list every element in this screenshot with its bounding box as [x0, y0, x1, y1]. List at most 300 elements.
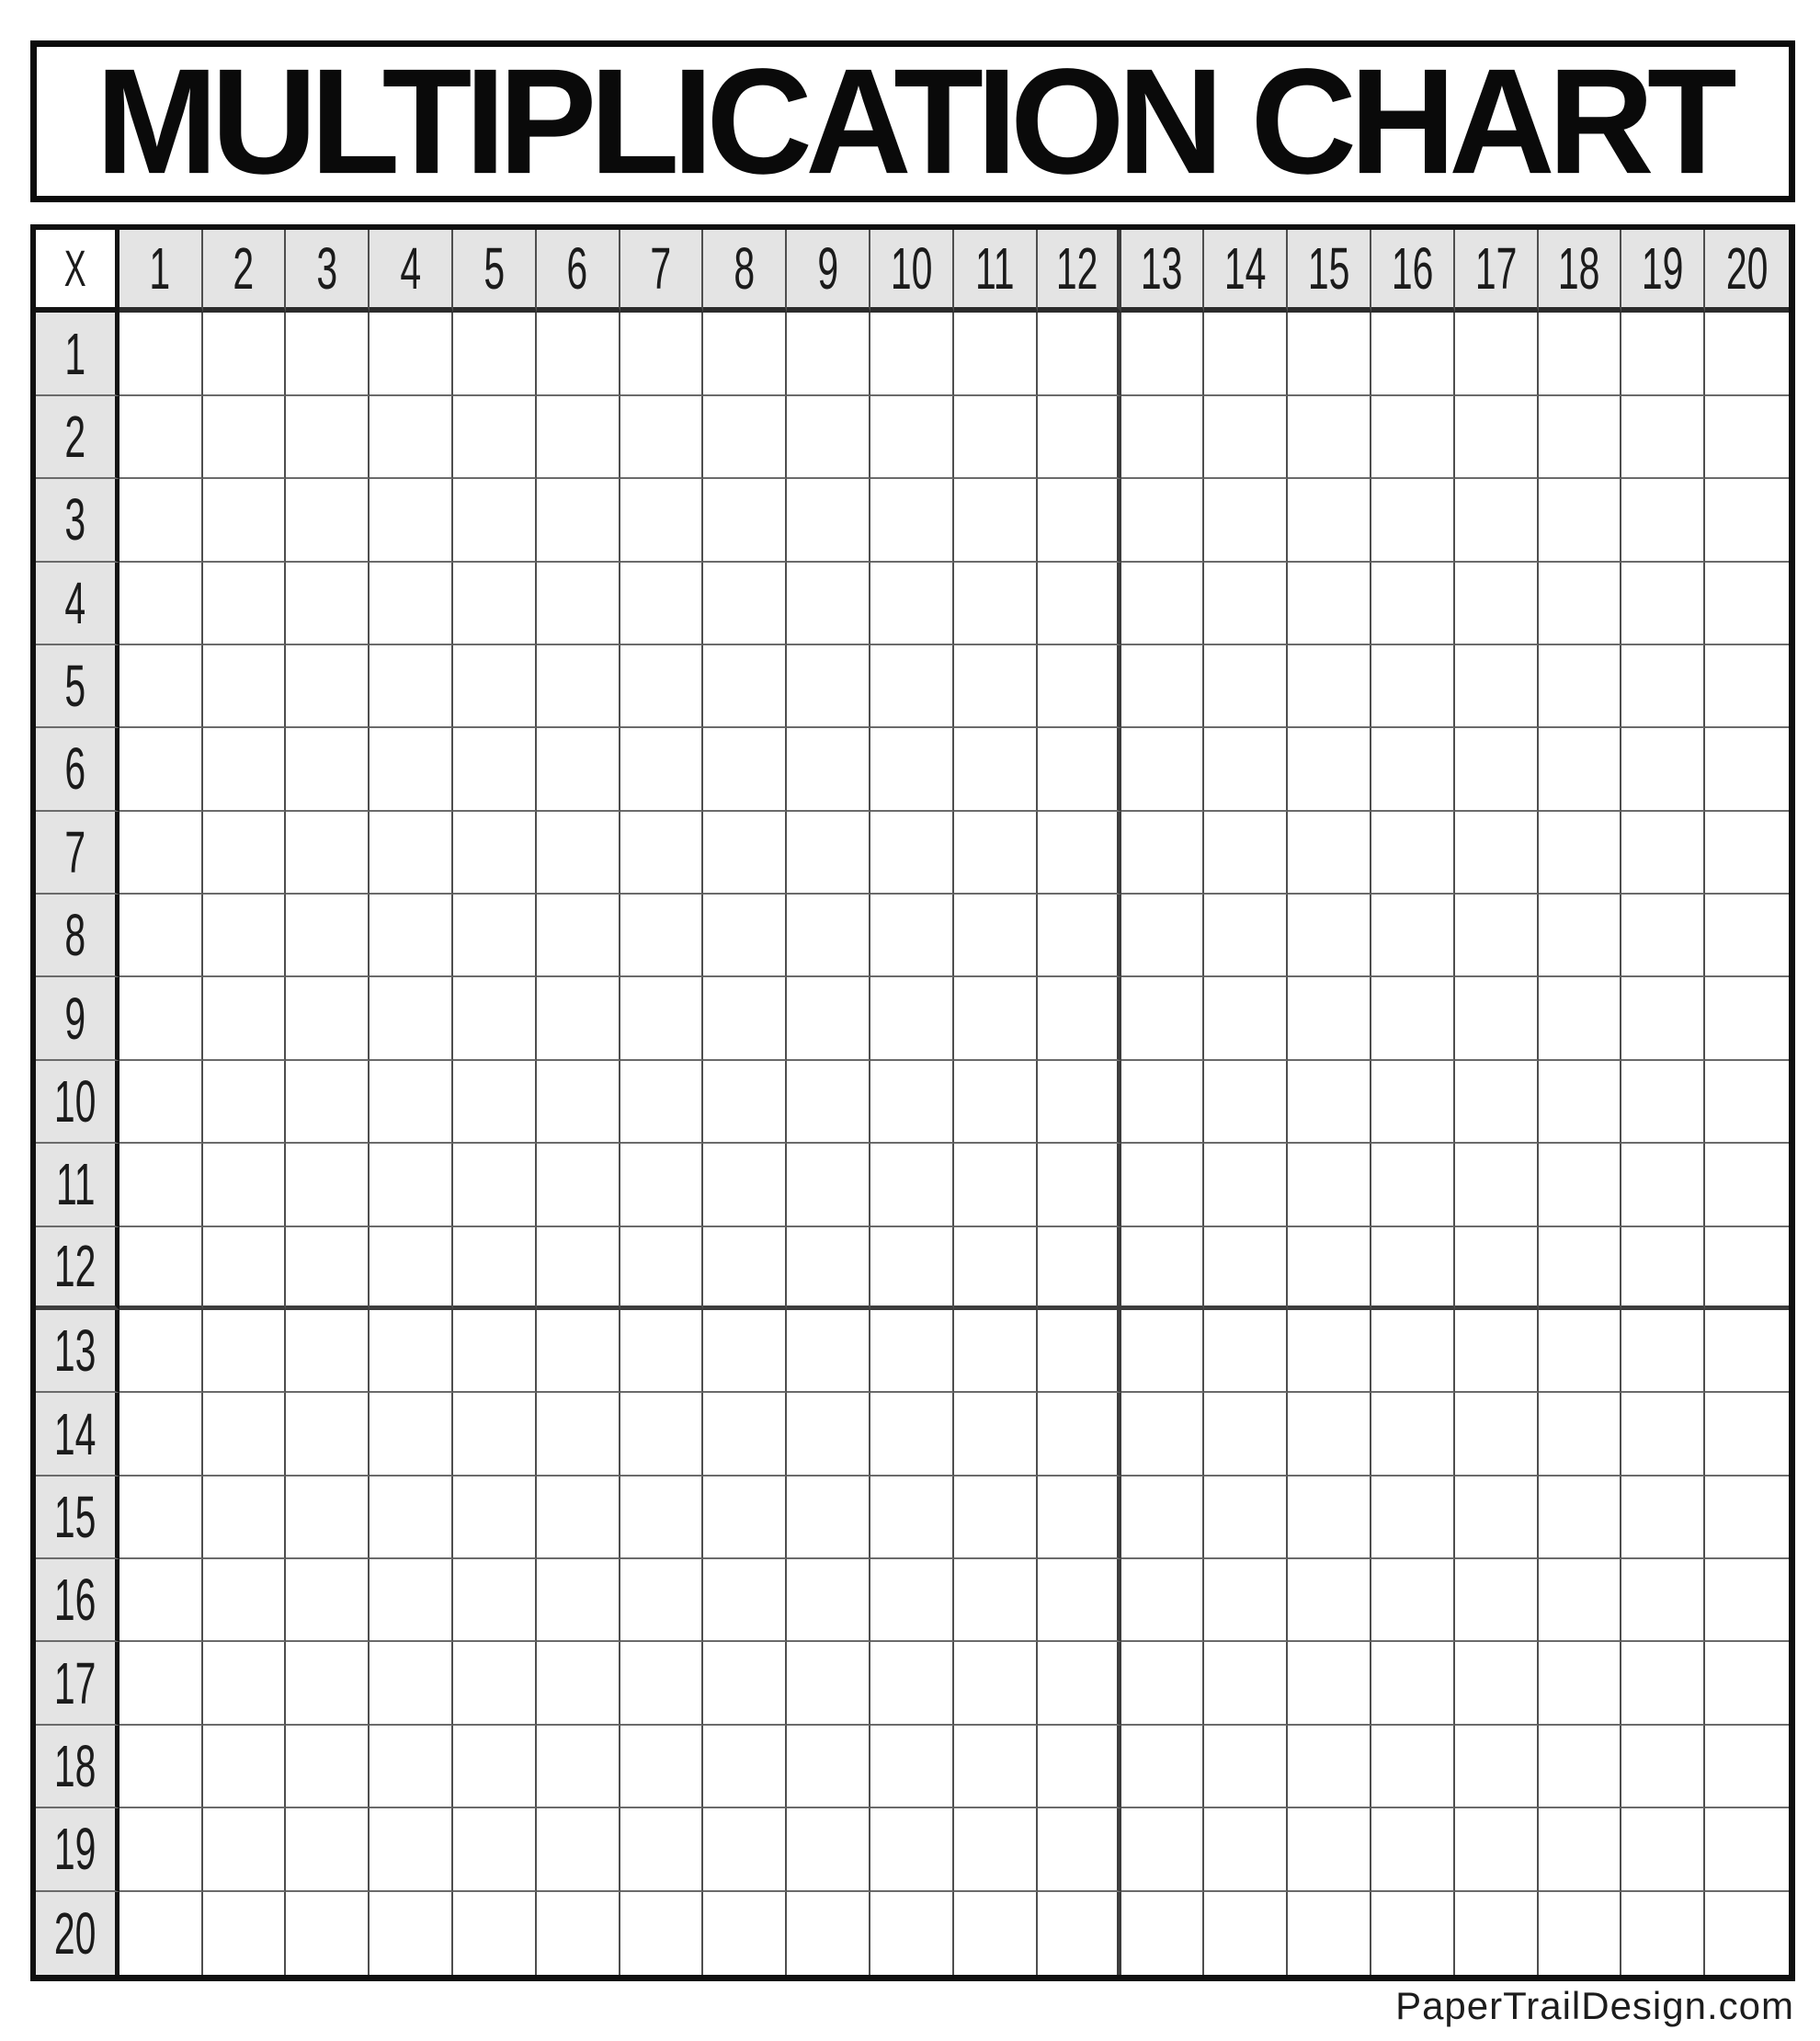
grid-cell-2x8: [703, 396, 787, 479]
grid-cell-9x20: [1705, 977, 1789, 1060]
grid-cell-19x19: [1621, 1808, 1705, 1891]
grid-cell-14x10: [870, 1393, 954, 1476]
grid-cell-3x11: [954, 479, 1038, 562]
column-header-18: [1539, 230, 1622, 313]
grid-cell-18x1: [119, 1726, 203, 1808]
grid-cell-16x20: [1705, 1559, 1789, 1642]
grid-cell-6x4: [370, 728, 453, 811]
grid-cell-20x1: [119, 1892, 203, 1975]
grid-cell-13x19: [1621, 1310, 1705, 1393]
grid-cell-2x9: [787, 396, 870, 479]
column-header-12: [1038, 230, 1121, 313]
grid-cell-6x3: [286, 728, 370, 811]
column-header-label: 11: [975, 235, 1015, 302]
grid-cell-5x20: [1705, 645, 1789, 728]
grid-cell-19x12: [1038, 1808, 1121, 1891]
grid-cell-2x12: [1038, 396, 1121, 479]
grid-cell-16x16: [1371, 1559, 1455, 1642]
column-header-3: [286, 230, 370, 313]
grid-cell-2x18: [1539, 396, 1622, 479]
grid-cell-12x11: [954, 1227, 1038, 1310]
grid-cell-16x14: [1204, 1559, 1288, 1642]
row-header-label: 4: [64, 569, 86, 636]
column-header-7: [620, 230, 704, 313]
row-header-label: 18: [54, 1733, 97, 1800]
row-header-label: 17: [54, 1649, 97, 1716]
grid-cell-18x18: [1539, 1726, 1622, 1808]
grid-cell-20x9: [787, 1892, 870, 1975]
grid-cell-1x17: [1455, 313, 1539, 395]
grid-cell-8x5: [453, 895, 537, 977]
grid-cell-19x18: [1539, 1808, 1622, 1891]
row-header-label: 19: [54, 1816, 97, 1883]
grid-cell-11x8: [703, 1144, 787, 1226]
grid-cell-10x20: [1705, 1061, 1789, 1144]
grid-cell-15x7: [620, 1477, 704, 1559]
grid-cell-6x1: [119, 728, 203, 811]
grid-cell-3x13: [1121, 479, 1205, 562]
grid-cell-13x3: [286, 1310, 370, 1393]
grid-cell-7x10: [870, 812, 954, 895]
grid-cell-16x5: [453, 1559, 537, 1642]
grid-cell-12x12: [1038, 1227, 1121, 1310]
grid-cell-1x13: [1121, 313, 1205, 395]
grid-cell-17x4: [370, 1642, 453, 1725]
grid-cell-7x16: [1371, 812, 1455, 895]
grid-cell-7x3: [286, 812, 370, 895]
row-header-3: [36, 479, 119, 562]
grid-cell-17x1: [119, 1642, 203, 1725]
grid-cell-13x20: [1705, 1310, 1789, 1393]
grid-cell-9x3: [286, 977, 370, 1060]
grid-cell-14x16: [1371, 1393, 1455, 1476]
row-header-19: [36, 1808, 119, 1891]
grid-cell-2x6: [537, 396, 620, 479]
grid-cell-18x8: [703, 1726, 787, 1808]
grid-cell-5x10: [870, 645, 954, 728]
grid-cell-17x14: [1204, 1642, 1288, 1725]
row-header-label: 15: [54, 1483, 97, 1550]
grid-cell-4x17: [1455, 563, 1539, 645]
grid-cell-10x17: [1455, 1061, 1539, 1144]
grid-cell-2x11: [954, 396, 1038, 479]
grid-cell-8x4: [370, 895, 453, 977]
row-header-label: 14: [54, 1400, 97, 1467]
grid-cell-2x7: [620, 396, 704, 479]
grid-cell-19x9: [787, 1808, 870, 1891]
row-header-label: 20: [54, 1899, 97, 1967]
grid-cell-4x10: [870, 563, 954, 645]
column-header-4: [370, 230, 453, 313]
grid-cell-17x19: [1621, 1642, 1705, 1725]
row-header-2: [36, 396, 119, 479]
grid-cell-9x8: [703, 977, 787, 1060]
grid-cell-15x9: [787, 1477, 870, 1559]
grid-cell-10x10: [870, 1061, 954, 1144]
column-header-16: [1371, 230, 1455, 313]
column-header-8: [703, 230, 787, 313]
grid-cell-7x4: [370, 812, 453, 895]
row-header-12: [36, 1227, 119, 1310]
grid-cell-9x6: [537, 977, 620, 1060]
grid-cell-15x14: [1204, 1477, 1288, 1559]
grid-cell-14x17: [1455, 1393, 1539, 1476]
grid-cell-8x20: [1705, 895, 1789, 977]
grid-cell-17x7: [620, 1642, 704, 1725]
grid-cell-20x3: [286, 1892, 370, 1975]
grid-cell-5x17: [1455, 645, 1539, 728]
grid-cell-19x11: [954, 1808, 1038, 1891]
grid-cell-3x10: [870, 479, 954, 562]
grid-cell-2x4: [370, 396, 453, 479]
grid-cell-11x6: [537, 1144, 620, 1226]
grid-cell-19x4: [370, 1808, 453, 1891]
grid-cell-7x12: [1038, 812, 1121, 895]
column-header-5: [453, 230, 537, 313]
grid-cell-18x19: [1621, 1726, 1705, 1808]
grid-cell-17x12: [1038, 1642, 1121, 1725]
grid-cell-13x6: [537, 1310, 620, 1393]
grid-cell-12x6: [537, 1227, 620, 1310]
grid-cell-4x20: [1705, 563, 1789, 645]
grid-cell-2x10: [870, 396, 954, 479]
grid-cell-20x5: [453, 1892, 537, 1975]
grid-cell-9x17: [1455, 977, 1539, 1060]
row-header-18: [36, 1726, 119, 1808]
grid-cell-13x10: [870, 1310, 954, 1393]
grid-cell-3x7: [620, 479, 704, 562]
grid-cell-8x16: [1371, 895, 1455, 977]
grid-cell-12x8: [703, 1227, 787, 1310]
grid-cell-18x17: [1455, 1726, 1539, 1808]
grid-cell-9x4: [370, 977, 453, 1060]
column-header-label: 19: [1642, 235, 1684, 302]
grid-cell-11x2: [203, 1144, 287, 1226]
grid-cell-7x17: [1455, 812, 1539, 895]
grid-cell-15x1: [119, 1477, 203, 1559]
grid-cell-13x1: [119, 1310, 203, 1393]
grid-cell-7x2: [203, 812, 287, 895]
grid-cell-3x1: [119, 479, 203, 562]
grid-cell-9x16: [1371, 977, 1455, 1060]
grid-cell-4x6: [537, 563, 620, 645]
row-header-8: [36, 895, 119, 977]
grid-cell-14x19: [1621, 1393, 1705, 1476]
grid-cell-13x15: [1288, 1310, 1371, 1393]
grid-cell-9x9: [787, 977, 870, 1060]
column-header-label: 14: [1223, 235, 1267, 302]
grid-cell-18x11: [954, 1726, 1038, 1808]
grid-cell-11x11: [954, 1144, 1038, 1226]
grid-cell-16x4: [370, 1559, 453, 1642]
grid-cell-5x1: [119, 645, 203, 728]
grid-cell-5x2: [203, 645, 287, 728]
page-title: MULTIPLICATION CHART: [96, 37, 1730, 205]
grid-cell-1x6: [537, 313, 620, 395]
grid-cell-16x17: [1455, 1559, 1539, 1642]
grid-cell-5x7: [620, 645, 704, 728]
grid-cell-12x17: [1455, 1227, 1539, 1310]
grid-cell-4x2: [203, 563, 287, 645]
grid-cell-20x19: [1621, 1892, 1705, 1975]
grid-cell-5x12: [1038, 645, 1121, 728]
row-header-label: 5: [64, 653, 86, 720]
grid-cell-11x20: [1705, 1144, 1789, 1226]
grid-cell-18x20: [1705, 1726, 1789, 1808]
grid-cell-3x16: [1371, 479, 1455, 562]
grid-cell-1x5: [453, 313, 537, 395]
grid-cell-9x15: [1288, 977, 1371, 1060]
row-header-1: [36, 313, 119, 395]
grid-cell-17x18: [1539, 1642, 1622, 1725]
column-header-14: [1204, 230, 1288, 313]
grid-cell-19x10: [870, 1808, 954, 1891]
grid-cell-18x10: [870, 1726, 954, 1808]
grid-cell-3x18: [1539, 479, 1622, 562]
row-header-label: 8: [64, 902, 86, 969]
grid-cell-10x11: [954, 1061, 1038, 1144]
grid-cell-20x6: [537, 1892, 620, 1975]
grid-cell-20x16: [1371, 1892, 1455, 1975]
grid-cell-6x6: [537, 728, 620, 811]
column-header-17: [1455, 230, 1539, 313]
corner-cell: [36, 230, 119, 313]
grid-cell-16x11: [954, 1559, 1038, 1642]
grid-cell-11x4: [370, 1144, 453, 1226]
grid-cell-2x17: [1455, 396, 1539, 479]
column-header-label: 17: [1474, 235, 1517, 302]
grid-cell-3x20: [1705, 479, 1789, 562]
grid-cell-18x12: [1038, 1726, 1121, 1808]
grid-cell-12x9: [787, 1227, 870, 1310]
grid-cell-5x3: [286, 645, 370, 728]
grid-cell-16x1: [119, 1559, 203, 1642]
grid-cell-3x19: [1621, 479, 1705, 562]
column-header-label: 5: [483, 235, 505, 302]
grid-cell-12x3: [286, 1227, 370, 1310]
column-header-label: 15: [1307, 235, 1350, 302]
grid-cell-4x8: [703, 563, 787, 645]
row-header-14: [36, 1393, 119, 1476]
grid-cell-7x7: [620, 812, 704, 895]
grid-cell-2x2: [203, 396, 287, 479]
grid-cell-19x14: [1204, 1808, 1288, 1891]
grid-cell-13x8: [703, 1310, 787, 1393]
row-header-label: 3: [64, 486, 86, 553]
column-header-label: 8: [734, 235, 756, 302]
watermark: PaperTrailDesign.com: [1395, 1984, 1794, 2027]
grid-cell-13x9: [787, 1310, 870, 1393]
grid-cell-15x18: [1539, 1477, 1622, 1559]
grid-cell-14x9: [787, 1393, 870, 1476]
grid-cell-17x20: [1705, 1642, 1789, 1725]
grid-cell-10x12: [1038, 1061, 1121, 1144]
grid-cell-7x8: [703, 812, 787, 895]
grid-cell-1x10: [870, 313, 954, 395]
grid-cell-17x5: [453, 1642, 537, 1725]
grid-cell-12x2: [203, 1227, 287, 1310]
grid-cell-13x5: [453, 1310, 537, 1393]
grid-cell-16x3: [286, 1559, 370, 1642]
grid-cell-8x2: [203, 895, 287, 977]
column-header-2: [203, 230, 287, 313]
grid-cell-17x15: [1288, 1642, 1371, 1725]
grid-cell-19x2: [203, 1808, 287, 1891]
row-header-4: [36, 563, 119, 645]
grid-cell-18x15: [1288, 1726, 1371, 1808]
grid-cell-18x7: [620, 1726, 704, 1808]
grid-cell-11x18: [1539, 1144, 1622, 1226]
grid-cell-7x6: [537, 812, 620, 895]
row-header-label: 2: [64, 403, 86, 470]
grid-cell-18x5: [453, 1726, 537, 1808]
grid-cell-4x12: [1038, 563, 1121, 645]
grid-cell-14x11: [954, 1393, 1038, 1476]
grid-cell-9x10: [870, 977, 954, 1060]
grid-cell-10x5: [453, 1061, 537, 1144]
grid-cell-6x11: [954, 728, 1038, 811]
grid-cell-11x16: [1371, 1144, 1455, 1226]
grid-cell-1x9: [787, 313, 870, 395]
grid-cell-1x1: [119, 313, 203, 395]
grid-cell-14x18: [1539, 1393, 1622, 1476]
grid-cell-7x5: [453, 812, 537, 895]
grid-cell-10x4: [370, 1061, 453, 1144]
grid-cell-20x8: [703, 1892, 787, 1975]
grid-cell-19x8: [703, 1808, 787, 1891]
grid-cell-3x5: [453, 479, 537, 562]
grid-cell-13x11: [954, 1310, 1038, 1393]
grid-cell-17x10: [870, 1642, 954, 1725]
grid-cell-1x19: [1621, 313, 1705, 395]
grid-cell-3x12: [1038, 479, 1121, 562]
grid-cell-12x16: [1371, 1227, 1455, 1310]
grid-cell-8x19: [1621, 895, 1705, 977]
row-header-label: 13: [54, 1317, 97, 1385]
grid-cell-11x13: [1121, 1144, 1205, 1226]
grid-cell-1x16: [1371, 313, 1455, 395]
grid-cell-3x3: [286, 479, 370, 562]
grid-cell-15x10: [870, 1477, 954, 1559]
column-header-label: 20: [1725, 235, 1769, 302]
grid-cell-6x10: [870, 728, 954, 811]
grid-cell-10x18: [1539, 1061, 1622, 1144]
row-header-label: 12: [54, 1233, 97, 1300]
column-header-label: 16: [1391, 235, 1434, 302]
column-header-label: 10: [890, 235, 933, 302]
grid-cell-18x2: [203, 1726, 287, 1808]
grid-cell-12x7: [620, 1227, 704, 1310]
grid-cell-14x15: [1288, 1393, 1371, 1476]
row-header-13: [36, 1310, 119, 1393]
column-header-label: 3: [316, 235, 338, 302]
grid-cell-17x9: [787, 1642, 870, 1725]
grid-cell-7x20: [1705, 812, 1789, 895]
grid-cell-7x18: [1539, 812, 1622, 895]
column-header-19: [1621, 230, 1705, 313]
grid-cell-18x6: [537, 1726, 620, 1808]
grid-cell-13x7: [620, 1310, 704, 1393]
grid-cell-14x1: [119, 1393, 203, 1476]
row-header-15: [36, 1477, 119, 1559]
grid-cell-17x8: [703, 1642, 787, 1725]
row-header-5: [36, 645, 119, 728]
grid-cell-7x1: [119, 812, 203, 895]
row-header-16: [36, 1559, 119, 1642]
grid-cell-9x14: [1204, 977, 1288, 1060]
grid-cell-4x14: [1204, 563, 1288, 645]
grid-cell-16x7: [620, 1559, 704, 1642]
grid-cell-4x19: [1621, 563, 1705, 645]
grid-cell-11x5: [453, 1144, 537, 1226]
column-header-6: [537, 230, 620, 313]
row-header-label: 9: [64, 985, 86, 1052]
grid-cell-8x14: [1204, 895, 1288, 977]
grid-cell-4x5: [453, 563, 537, 645]
grid-cell-20x15: [1288, 1892, 1371, 1975]
grid-cell-8x17: [1455, 895, 1539, 977]
grid-cell-16x9: [787, 1559, 870, 1642]
grid-cell-16x6: [537, 1559, 620, 1642]
grid-cell-13x13: [1121, 1310, 1205, 1393]
grid-cell-14x13: [1121, 1393, 1205, 1476]
grid-cell-8x11: [954, 895, 1038, 977]
grid-cell-8x9: [787, 895, 870, 977]
grid-cell-16x10: [870, 1559, 954, 1642]
grid-cell-15x5: [453, 1477, 537, 1559]
grid-cell-4x7: [620, 563, 704, 645]
grid-cell-14x8: [703, 1393, 787, 1476]
grid-cell-16x13: [1121, 1559, 1205, 1642]
grid-cell-14x20: [1705, 1393, 1789, 1476]
grid-cell-15x15: [1288, 1477, 1371, 1559]
grid-cell-11x10: [870, 1144, 954, 1226]
grid-cell-6x8: [703, 728, 787, 811]
grid-cell-17x11: [954, 1642, 1038, 1725]
column-header-label: 2: [233, 235, 255, 302]
grid-cell-5x16: [1371, 645, 1455, 728]
grid-cell-17x17: [1455, 1642, 1539, 1725]
column-header-label: 1: [149, 235, 171, 302]
row-header-7: [36, 812, 119, 895]
grid-cell-13x14: [1204, 1310, 1288, 1393]
grid-cell-18x14: [1204, 1726, 1288, 1808]
grid-cell-10x8: [703, 1061, 787, 1144]
grid-cell-18x16: [1371, 1726, 1455, 1808]
grid-cell-1x3: [286, 313, 370, 395]
grid-cell-1x7: [620, 313, 704, 395]
grid-cell-5x6: [537, 645, 620, 728]
grid-cell-4x15: [1288, 563, 1371, 645]
grid-cell-14x3: [286, 1393, 370, 1476]
grid-cell-9x5: [453, 977, 537, 1060]
grid-cell-11x14: [1204, 1144, 1288, 1226]
row-header-10: [36, 1061, 119, 1144]
grid-cell-3x8: [703, 479, 787, 562]
column-header-13: [1121, 230, 1205, 313]
grid-cell-5x9: [787, 645, 870, 728]
grid-cell-2x13: [1121, 396, 1205, 479]
grid-cell-15x2: [203, 1477, 287, 1559]
grid-cell-5x18: [1539, 645, 1622, 728]
grid-cell-12x14: [1204, 1227, 1288, 1310]
row-header-9: [36, 977, 119, 1060]
grid-cell-8x12: [1038, 895, 1121, 977]
grid-cell-5x15: [1288, 645, 1371, 728]
corner-label: X: [63, 239, 86, 298]
column-header-label: 6: [566, 235, 588, 302]
grid-cell-1x12: [1038, 313, 1121, 395]
